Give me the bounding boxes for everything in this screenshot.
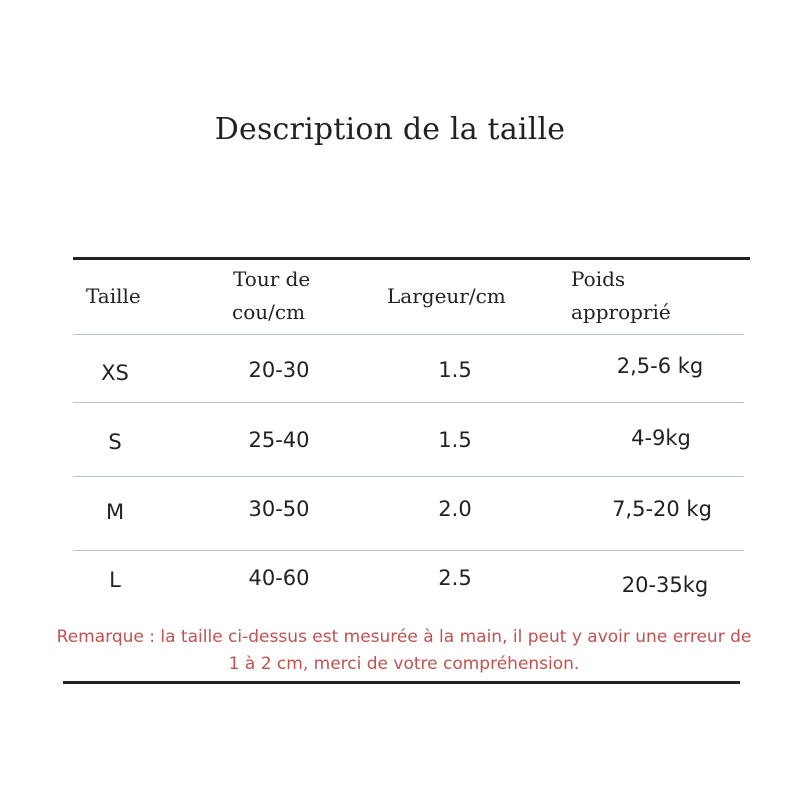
- cell-size: S: [108, 430, 122, 454]
- cell-neck: 20-30: [248, 358, 310, 382]
- header-neck-line2: cou/cm: [232, 300, 306, 324]
- cell-neck: 40-60: [248, 566, 310, 590]
- cell-width: 2.0: [438, 497, 472, 521]
- cell-weight: 7,5-20 kg: [612, 497, 712, 521]
- cell-weight: 20-35kg: [621, 573, 709, 597]
- row-divider: [73, 334, 744, 335]
- bottom-rule: [63, 681, 740, 684]
- row-divider: [73, 550, 744, 551]
- cell-width: 2.5: [438, 566, 472, 590]
- remark-line-1: Remarque : la taille ci-dessus est mesurée à la main, il peut y avoir une erreur de: [56, 627, 752, 647]
- header-size: Taille: [86, 284, 141, 308]
- remark-line-2: 1 à 2 cm, merci de votre compréhension.: [228, 654, 580, 674]
- cell-width: 1.5: [438, 358, 472, 382]
- table-top-rule: [73, 257, 750, 260]
- header-neck-line1: Tour de: [233, 267, 311, 291]
- header-width: Largeur/cm: [387, 284, 506, 308]
- header-weight-line2: approprié: [571, 300, 671, 324]
- cell-neck: 30-50: [248, 497, 310, 521]
- row-divider: [73, 402, 744, 403]
- cell-width: 1.5: [438, 428, 472, 452]
- remark-note: [14, 624, 794, 678]
- cell-weight: 4-9kg: [631, 426, 691, 450]
- header-weight-line1: Poids: [571, 267, 626, 291]
- cell-size: L: [109, 568, 121, 592]
- cell-weight: 2,5-6 kg: [616, 354, 704, 378]
- row-divider: [73, 476, 744, 477]
- cell-size: M: [105, 500, 125, 524]
- page-title: Description de la taille: [214, 112, 566, 147]
- cell-size: XS: [101, 361, 129, 385]
- cell-neck: 25-40: [248, 428, 310, 452]
